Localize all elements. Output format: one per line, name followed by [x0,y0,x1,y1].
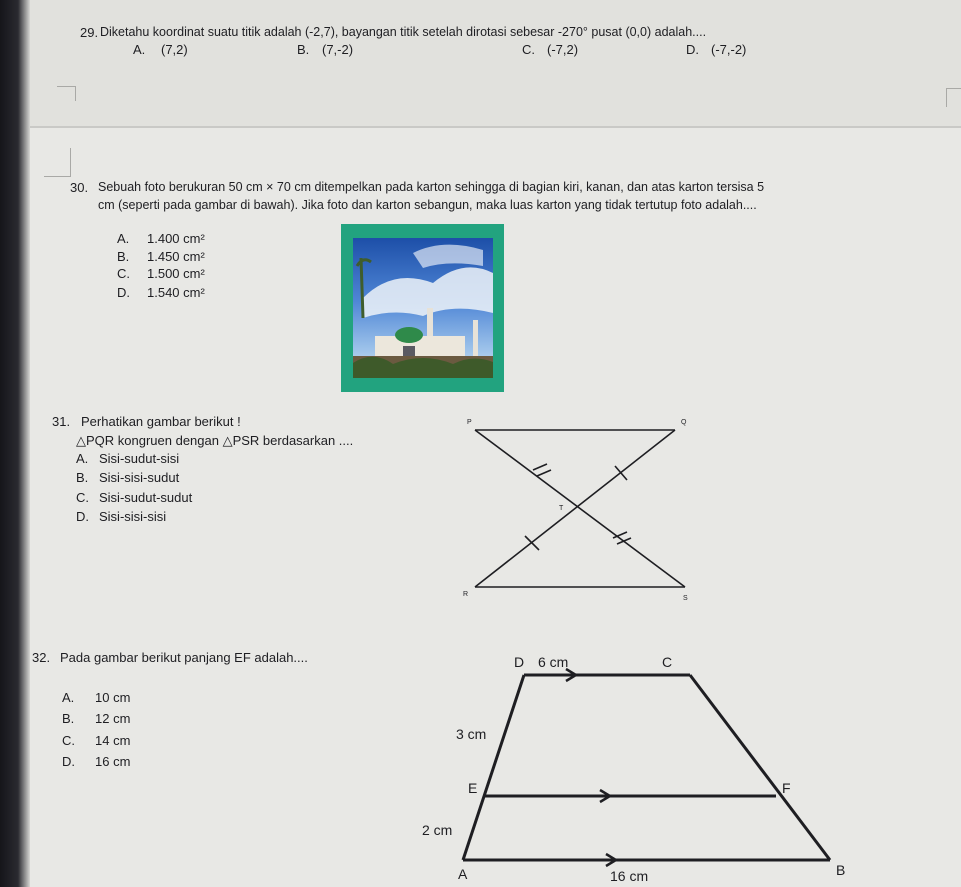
q31-option-a-letter: A. [76,451,89,466]
q31-text-line-2: △PQR kongruen dengan △PSR berdasarkan .... [76,433,354,448]
q31-option-b-value: Sisi-sisi-sudut [99,470,180,485]
tick-ts-2 [617,538,631,544]
corner-mark-top-left [57,86,76,101]
label-s: S [683,595,688,602]
q29-option-c-value: (-7,2) [547,42,579,57]
q32-text: Pada gambar berikut panjang EF adalah.... [60,650,308,665]
photo-main-dome [395,327,423,343]
corner-mark-top-right [946,88,961,107]
page-fold-line [30,126,961,128]
q32-option-a-letter: A. [62,690,75,705]
q31-option-c-value: Sisi-sudut-sudut [99,490,193,505]
label-ab-length: 16 cm [610,868,649,884]
label-t: T [559,505,564,512]
q32-option-b-value: 12 cm [95,711,131,726]
segment-qr [475,430,675,587]
q30-number: 30. [70,180,89,195]
q32-option-d-letter: D. [62,754,75,769]
q31-option-d-value: Sisi-sisi-sisi [99,509,167,524]
mosque-photo [353,238,493,378]
q30-option-b-value: 1.450 cm² [147,249,205,264]
page-left-shadow [0,0,30,887]
q31-option-c-letter: C. [76,490,89,505]
q32-option-c-letter: C. [62,733,75,748]
q30-option-a-value: 1.400 cm² [147,231,205,246]
label-a: A [458,866,468,882]
q30-option-d-value: 1.540 cm² [147,285,205,300]
q31-number: 31. [52,414,71,429]
q31-option-b-letter: B. [76,470,89,485]
label-e: E [468,780,478,796]
label-f: F [782,780,791,796]
photo-minaret-right [473,320,478,358]
q29-option-d-value: (-7,-2) [711,42,747,57]
q30-option-b-letter: B. [117,249,130,264]
q29-option-a-letter: A. [133,42,146,57]
label-ea-length: 2 cm [422,822,453,838]
label-q: Q [681,419,687,426]
q29-option-a-value: (7,2) [161,42,188,57]
segment-bc [690,675,830,860]
q32-trapezoid-figure [400,645,860,885]
tick-pt-1 [533,464,547,470]
q31-text-line-1: Perhatikan gambar berikut ! [81,414,241,429]
q29-option-b-letter: B. [297,42,310,57]
label-d: D [514,654,525,670]
q32-option-a-value: 10 cm [95,690,131,705]
q29-text: Diketahu koordinat suatu titik adalah (-2,7), bayangan titik setelah dirotasi sebesar -270° pusat (0,0) adalah.... [100,25,707,39]
q32-option-b-letter: B. [62,711,75,726]
karton-with-photo [341,224,504,392]
q29-option-d-letter: D. [686,42,699,57]
label-b: B [836,862,846,878]
q30-option-c-value: 1.500 cm² [147,266,205,281]
q32-number: 32. [32,650,51,665]
q29-number: 29. [80,25,99,40]
tick-pt-2 [537,470,551,476]
q32-option-d-value: 16 cm [95,754,131,769]
q31-option-d-letter: D. [76,509,89,524]
segment-ps [475,430,685,587]
label-de-length: 3 cm [456,726,487,742]
page-top-area [30,0,961,128]
q30-option-a-letter: A. [117,231,130,246]
q30-option-d-letter: D. [117,285,130,300]
q32-option-c-value: 14 cm [95,733,131,748]
label-p: P [467,419,472,426]
q29-option-c-letter: C. [522,42,535,57]
segment-ad [463,675,524,860]
label-r: R [463,591,469,598]
corner-mark-mid-left [44,148,71,177]
label-c: C [662,654,673,670]
q30-option-c-letter: C. [117,266,130,281]
q31-option-a-value: Sisi-sudut-sisi [99,451,180,466]
q29-option-b-value: (7,-2) [322,42,354,57]
photo-trees [353,357,493,378]
label-dc-length: 6 cm [538,654,569,670]
q30-text-line-2: cm (seperti pada gambar di bawah). Jika foto dan karton sebangun, maka luas karton yang tidak tertutup foto adalah.... [98,198,757,212]
q31-figure [455,410,705,610]
q30-text-line-1: Sebuah foto berukuran 50 cm × 70 cm ditempelkan pada karton sehingga di bagian kiri, kanan, dan atas karton tersisa 5 [98,180,765,194]
